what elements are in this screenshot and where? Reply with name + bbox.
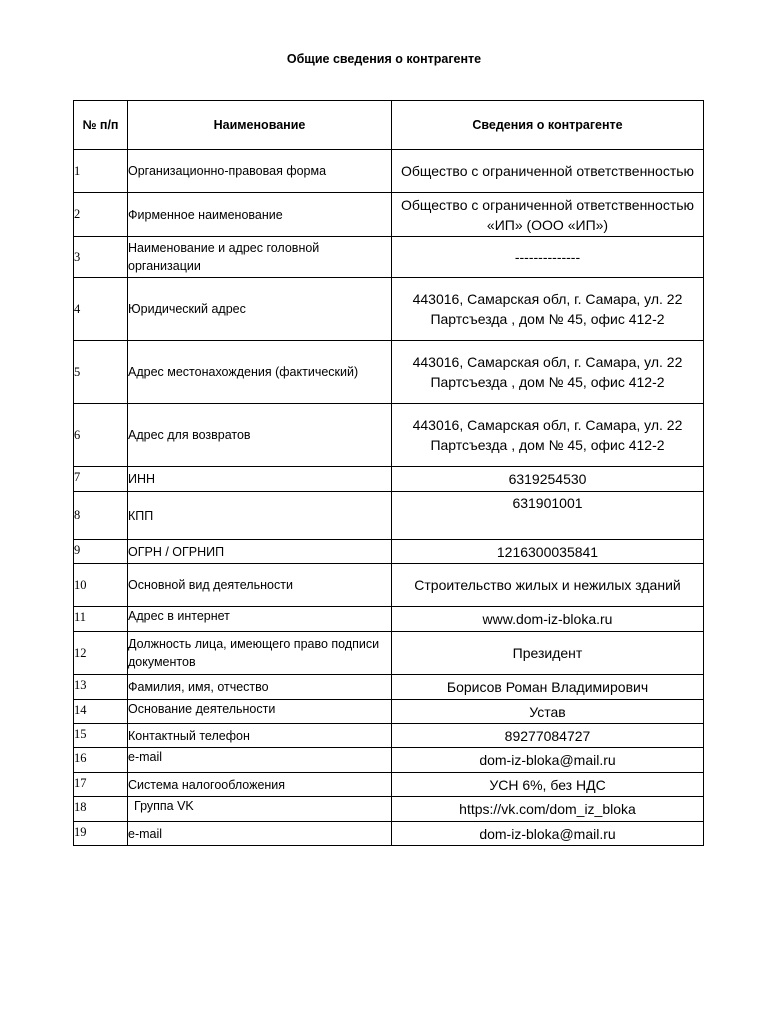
row-name: Адрес местонахождения (фактический) [128, 341, 392, 404]
row-num: 14 [74, 700, 128, 724]
row-value: https://vk.com/dom_iz_bloka [392, 797, 704, 822]
row-num: 8 [74, 492, 128, 540]
row-name: Группа VK [128, 797, 392, 822]
row-num: 11 [74, 607, 128, 632]
row-value: dom-iz-bloka@mail.ru [392, 822, 704, 846]
row-value: УСН 6%, без НДС [392, 773, 704, 797]
table-row [74, 675, 704, 700]
row-value: 6319254530 [392, 467, 704, 492]
row-value: Борисов Роман Владимирович [392, 675, 704, 700]
row-num: 7 [74, 467, 128, 492]
table-row [74, 724, 704, 748]
row-num: 4 [74, 278, 128, 341]
row-num: 2 [74, 193, 128, 237]
row-num: 9 [74, 540, 128, 564]
row-name: Организационно-правовая форма [128, 150, 392, 193]
row-value: 1216300035841 [392, 540, 704, 564]
row-name: Наименование и адрес головной организации [128, 237, 392, 278]
row-name: Контактный телефон [128, 724, 392, 748]
row-num: 15 [74, 724, 128, 748]
row-num: 19 [74, 822, 128, 846]
row-num: 16 [74, 748, 128, 773]
row-name: ИНН [128, 467, 392, 492]
row-value: dom-iz-bloka@mail.ru [392, 748, 704, 773]
row-name: Фамилия, имя, отчество [128, 675, 392, 700]
row-value: -------------- [392, 237, 704, 278]
row-num: 1 [74, 150, 128, 193]
row-value: 89277084727 [392, 724, 704, 748]
row-value: www.dom-iz-bloka.ru [392, 607, 704, 632]
row-name: Фирменное наименование [128, 193, 392, 237]
row-name: КПП [128, 492, 392, 540]
table-row [74, 797, 704, 822]
table-row [74, 564, 704, 607]
table-row [74, 278, 704, 341]
table-row [74, 700, 704, 724]
row-name: e-mail [128, 748, 392, 773]
row-value: Президент [392, 632, 704, 675]
row-name: e-mail [128, 822, 392, 846]
row-name: Должность лица, имеющего право подписи документов [128, 632, 392, 675]
table-row [74, 748, 704, 773]
row-name: Адрес для возвратов [128, 404, 392, 467]
row-name: ОГРН / ОГРНИП [128, 540, 392, 564]
table-row [74, 632, 704, 675]
row-value: Общество с ограниченной ответственностью «ИП» (ООО «ИП») [392, 193, 704, 237]
row-num: 12 [74, 632, 128, 675]
header-name: Наименование [128, 101, 392, 150]
row-value: 443016, Самарская обл, г. Самара, ул. 22 Партсъезда , дом № 45, офис 412-2 [392, 404, 704, 467]
table-row [74, 237, 704, 278]
page-title: Общие сведения о контрагенте [286, 52, 482, 66]
table-header-row [74, 101, 704, 150]
row-value: 443016, Самарская обл, г. Самара, ул. 22 Партсъезда , дом № 45, офис 412-2 [392, 278, 704, 341]
row-num: 17 [74, 773, 128, 797]
table-row [74, 822, 704, 846]
table-row [74, 773, 704, 797]
row-value: 631901001 [392, 492, 704, 540]
row-value: Строительство жилых и нежилых зданий [392, 564, 704, 607]
header-num: № п/п [74, 101, 128, 150]
row-num: 18 [74, 797, 128, 822]
row-value: Устав [392, 700, 704, 724]
table-row [74, 193, 704, 237]
header-details: Сведения о контрагенте [392, 101, 704, 150]
row-num: 13 [74, 675, 128, 700]
row-name: Юридический адрес [128, 278, 392, 341]
row-name: Адрес в интернет [128, 607, 392, 632]
row-num: 10 [74, 564, 128, 607]
table-row [74, 404, 704, 467]
table-row [74, 540, 704, 564]
row-num: 5 [74, 341, 128, 404]
table-row [74, 492, 704, 540]
row-value: Общество с ограниченной ответственностью [392, 150, 704, 193]
table-row [74, 607, 704, 632]
table-row [74, 150, 704, 193]
table-row [74, 341, 704, 404]
counterparty-info-table [73, 100, 704, 846]
row-name: Основной вид деятельности [128, 564, 392, 607]
table-row [74, 467, 704, 492]
row-name: Основание деятельности [128, 700, 392, 724]
row-num: 6 [74, 404, 128, 467]
row-num: 3 [74, 237, 128, 278]
row-name: Система налогообложения [128, 773, 392, 797]
row-value: 443016, Самарская обл, г. Самара, ул. 22 Партсъезда , дом № 45, офис 412-2 [392, 341, 704, 404]
